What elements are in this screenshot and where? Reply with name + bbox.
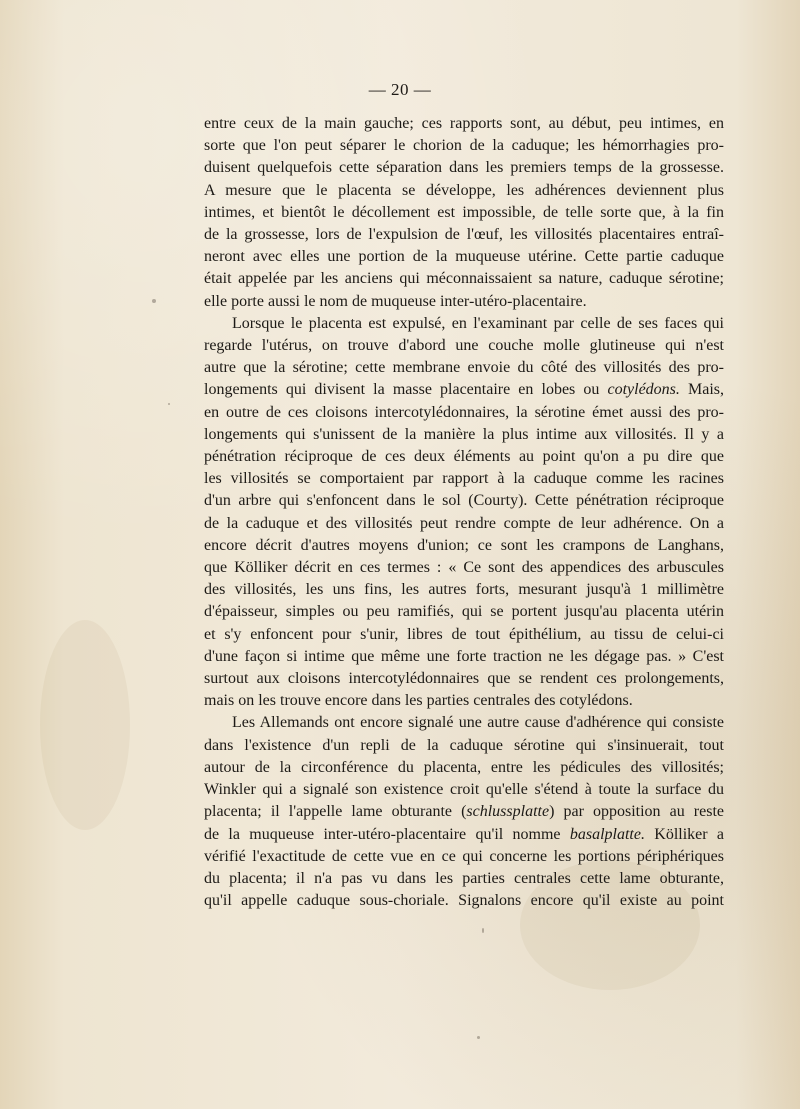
text-run: sorte que l'on peut séparer le chorion de la caduque; les hémorrhagies pro- <box>204 137 724 155</box>
text-line <box>204 801 724 823</box>
text-run: entre ceux de la main gauche; ces rapports sont, au début, peu intimes, en <box>204 115 724 132</box>
text-run: qu'il appelle caduque sous-choriale. Signalons encore qu'il existe au point <box>204 892 724 910</box>
text-line <box>204 557 724 579</box>
text-run: ) par opposition au reste <box>549 803 724 821</box>
text-line <box>204 424 724 446</box>
text-line <box>204 135 724 157</box>
text-line <box>204 402 724 424</box>
text-run: surtout aux cloisons intercotylédonnaires que se rendent ces prolongements, <box>204 670 724 688</box>
text-line <box>204 690 724 712</box>
text-run: Lorsque le placenta est expulsé, en l'examinant par celle de ses faces qui <box>232 314 724 332</box>
text-line <box>204 890 724 912</box>
text-run: Les Allemands ont encore signalé une autre cause d'adhérence qui consiste <box>232 714 724 732</box>
text-line <box>204 846 724 868</box>
text-line <box>204 646 724 668</box>
text-line <box>204 202 724 224</box>
text-run: des villosités, les uns fins, les autres forts, mesurant jusqu'à 1 millimètre <box>204 581 724 599</box>
page-number: — 20 — <box>368 80 432 99</box>
text-run: pénétration réciproque de ces deux éléments au point qu'on a pu dire que <box>204 448 724 466</box>
text-run: Winkler qui a signalé son existence croit qu'elle s'étend à toute la surface du <box>204 781 724 799</box>
text-run: d'un arbre qui s'enfoncent dans le sol (Courty). Cette pénétration réciproque <box>204 492 724 510</box>
text-line <box>204 379 724 401</box>
text-run: en outre de ces cloisons intercotylédonnaires, la sérotine émet aussi des pro- <box>204 403 724 421</box>
text-line <box>204 579 724 601</box>
text-line <box>204 446 724 468</box>
text-line <box>204 468 724 490</box>
text-run: de la grossesse, lors de l'expulsion de l'œuf, les villosités placentaires entraî- <box>204 226 724 244</box>
ink-speckle <box>482 928 484 933</box>
text-line <box>204 357 724 379</box>
text-line <box>204 824 724 846</box>
text-run: Mais, <box>679 381 724 399</box>
text-run: dans l'existence d'un repli de la caduque sérotine qui s'insinuerait, tout <box>204 736 724 754</box>
text-run: mais on les trouve encore dans les parties centrales des cotylédons. <box>204 692 633 710</box>
text-line <box>204 757 724 779</box>
text-run: de la muqueuse inter-utéro-placentaire qu'il nomme <box>204 825 570 843</box>
text-run: du placenta; il n'a pas vu dans les parties centrales cette lame obturante, <box>204 869 724 887</box>
text-line <box>204 113 724 135</box>
text-run: vérifié l'exactitude de cette vue en ce qui concerne les portions périphériques <box>204 847 724 865</box>
text-run: intimes, et bientôt le décollement est impossible, de telle sorte que, à la fin <box>204 203 724 221</box>
text-run: Kölliker a <box>644 825 724 843</box>
text-line <box>204 157 724 179</box>
text-line <box>204 180 724 202</box>
text-run: encore décrit d'autres moyens d'union; ce sont les crampons de Langhans, <box>204 536 724 554</box>
text-line <box>204 624 724 646</box>
text-run: autour de la circonférence du placenta, entre les pédicules des villosités; <box>204 758 724 776</box>
ink-speckle <box>477 1036 480 1039</box>
text-line <box>204 601 724 623</box>
text-line <box>204 291 724 313</box>
text-line <box>204 268 724 290</box>
text-line <box>204 735 724 757</box>
text-line <box>204 224 724 246</box>
text-line <box>204 490 724 512</box>
text-run: placenta; il l'appelle lame obturante ( <box>204 803 467 821</box>
body-text <box>204 113 724 912</box>
text-line <box>204 712 724 734</box>
text-run: regarde l'utérus, on trouve d'abord une couche molle glutineuse qui n'est <box>204 337 724 355</box>
text-run: longements qui divisent la masse placentaire en lobes ou <box>204 381 608 399</box>
text-run: et s'y enfoncent pour s'unir, libres de tout épithélium, au tissu de celui-ci <box>204 625 724 643</box>
text-run: elle porte aussi le nom de muqueuse inter-utéro-placentaire. <box>204 292 587 310</box>
text-run: neront avec elles une portion de la muqueuse utérine. Cette partie caduque <box>204 248 724 266</box>
ink-speckle <box>152 299 156 303</box>
text-line <box>204 668 724 690</box>
text-run: que Kölliker décrit en ces termes : « Ce sont des appendices des arbuscules <box>204 559 724 577</box>
italic-term: basalplatte. <box>569 825 645 843</box>
text-run: d'épaisseur, simples ou peu ramifiés, qui se portent jusqu'au placenta utérin <box>204 603 724 621</box>
text-line <box>204 868 724 890</box>
paper-stain <box>40 620 130 830</box>
italic-term: schlussplatte <box>466 803 550 821</box>
text-run: A mesure que le placenta se développe, les adhérences deviennent plus <box>204 181 724 199</box>
ink-speckle <box>168 403 170 405</box>
text-line <box>204 535 724 557</box>
text-run: duisent quelquefois cette séparation dans les premiers temps de la grossesse. <box>204 159 724 177</box>
text-run: de la caduque et des villosités peut rendre compte de leur adhérence. On a <box>204 514 724 532</box>
text-run: autre que la sérotine; cette membrane envoie du côté des villosités des pro- <box>204 359 724 377</box>
text-line <box>204 513 724 535</box>
text-run: était appelée par les anciens qui méconnaissaient sa nature, caduque sérotine; <box>204 270 724 288</box>
italic-term: cotylédons. <box>607 381 680 399</box>
text-run: longements qui s'unissent de la manière la plus intime aux villosités. Il y a <box>204 425 724 443</box>
text-run: les villosités se comportaient par rapport à la caduque comme les racines <box>204 470 724 488</box>
text-run: d'une façon si intime que même une forte traction ne les dégage pas. » C'est <box>204 647 724 665</box>
text-line <box>204 335 724 357</box>
text-line <box>204 246 724 268</box>
text-line <box>204 313 724 335</box>
text-line <box>204 779 724 801</box>
